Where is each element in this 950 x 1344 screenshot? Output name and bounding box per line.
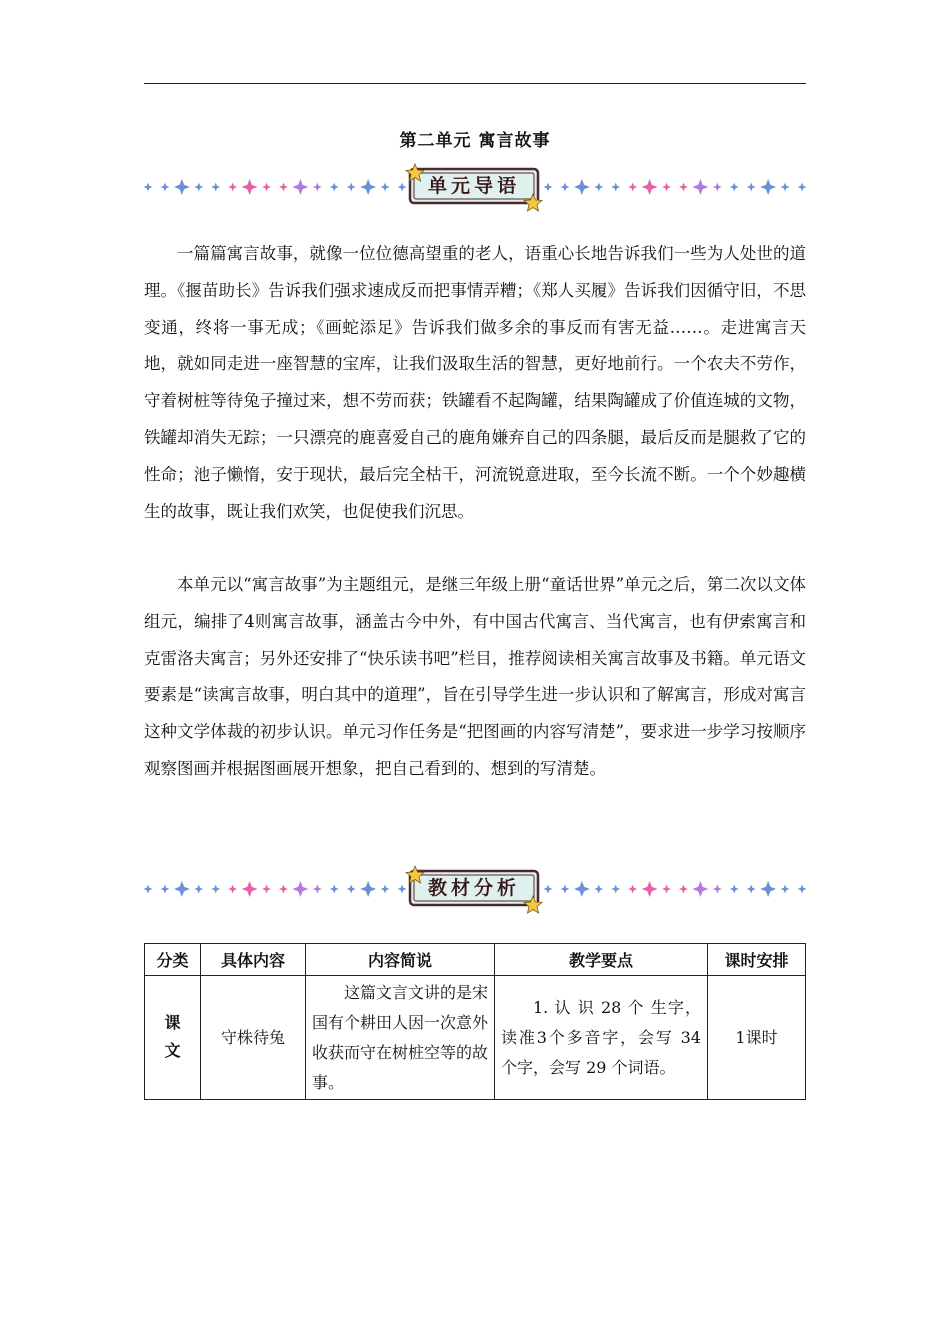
sparkle-icon: [330, 885, 339, 894]
sparkle-icon: [642, 881, 658, 897]
sparkle-icon: [781, 885, 790, 894]
sparkle-icon: [228, 183, 237, 192]
sparkle-icon: [611, 885, 620, 894]
sparkle-icon: [692, 179, 708, 195]
sparkle-icon: [560, 885, 569, 894]
header-key-points: 教学要点: [495, 944, 708, 976]
header-schedule: 课时安排: [708, 944, 806, 976]
sparkle-icon: [360, 179, 376, 195]
sparkle-icon: [398, 885, 407, 894]
sparkle-icon: [144, 885, 153, 894]
sparkle-icon: [279, 885, 288, 894]
row-schedule: 1课时: [708, 976, 806, 1100]
row-category-cell: [145, 976, 201, 1100]
sparkle-icon: [747, 885, 756, 894]
table-header-row: [145, 944, 806, 976]
sparkle-icon: [679, 885, 688, 894]
sparkle-icon: [594, 183, 603, 192]
sparkle-icon: [760, 881, 776, 897]
sparkle-icon: [330, 183, 339, 192]
sparkle-icon: [642, 179, 658, 195]
intro-paragraph-1: 一篇篇寓言故事，就像一位位德高望重的老人，语重心长地告诉我们一些为人处世的道理。《揠苗助长》告诉我们强求速成反而把事情弄糟；《郑人买履》告诉我们因循守旧，不思变通，终将一事无成；《画蛇添足》告诉我们做多余的事反而有害无益……。走进寓言天地，就如同走进一座智慧的宝库，让我们汲取生活的智慧，更好地前行。一个农夫不劳作，守着树桩等待兔子撞过来，想不劳而获；铁罐看不起陶罐，结果陶罐成了价值连城的文物，铁罐却消失无踪；一只漂亮的鹿喜爱自己的鹿角嫌弃自己的四条腿，最后反而是腿救了它的性命；池子懒惰，安于现状，最后完全枯干，河流锐意进取，至今长流不断。一个个妙趣横生的故事，既让我们欢笑，也促使我们沉思。: [144, 244, 806, 521]
sparkle-icon: [242, 881, 258, 897]
sparkle-icon: [760, 179, 776, 195]
sparkle-icon: [594, 885, 603, 894]
sparkle-icon: [262, 183, 271, 192]
sparkle-icon: [544, 885, 553, 894]
sparkle-icon: [544, 183, 553, 192]
table-row: [145, 976, 806, 1100]
sparkle-row-left: [144, 179, 407, 195]
row-summary: 这篇文言文讲的是宋国有个耕田人因一次意外收获而守在树桩空等的故事。: [306, 976, 495, 1100]
sparkle-icon: [798, 183, 807, 192]
sparkle-icon: [747, 183, 756, 192]
sparkle-icon: [194, 183, 203, 192]
sparkle-icon: [781, 183, 790, 192]
header-summary: 内容简说: [306, 944, 495, 976]
sparkle-icon: [381, 885, 390, 894]
textbook-analysis-table: [144, 943, 806, 1100]
sparkle-icon: [144, 183, 153, 192]
sparkle-icon: [713, 885, 722, 894]
sparkle-icon: [574, 881, 590, 897]
intro-paragraph-2: 本单元以“寓言故事”为主题组元，是继三年级上册“童话世界”单元之后，第二次以文体组元，编排了4则寓言故事，涵盖古今中外，有中国古代寓言、当代寓言，也有伊索寓言和克雷洛夫寓言；另外还安排了“快乐读书吧”栏目，推荐阅读相关寓言故事及书籍。单元语文要素是“读寓言故事，明白其中的道理”，旨在引导学生进一步认识和了解寓言，形成对寓言这种文学体裁的初步认识。单元习作任务是“把图画的内容写清楚”，要求进一步学习按顺序观察图画并根据图画展开想象，把自己看到的、想到的写清楚。: [144, 575, 806, 778]
sparkle-icon: [292, 179, 308, 195]
sparkle-icon: [730, 183, 739, 192]
unit-title: 第二单元 寓言故事: [399, 131, 551, 151]
sparkle-icon: [360, 881, 376, 897]
sparkle-icon: [262, 885, 271, 894]
sparkle-icon: [662, 885, 671, 894]
sparkle-icon: [174, 179, 190, 195]
sparkle-icon: [713, 183, 722, 192]
sparkle-icon: [662, 183, 671, 192]
sparkle-row-left: [144, 881, 407, 897]
sparkle-icon: [194, 885, 203, 894]
textbook-analysis-title: 教材分析: [427, 877, 520, 899]
sparkle-icon: [560, 183, 569, 192]
row-content: 守株待兔: [201, 976, 306, 1100]
sparkle-icon: [381, 183, 390, 192]
sparkle-row-right: [544, 881, 807, 897]
sparkle-icon: [279, 183, 288, 192]
sparkle-icon: [211, 183, 220, 192]
sparkle-icon: [211, 885, 220, 894]
sparkle-icon: [313, 885, 322, 894]
sparkle-row-right: [544, 179, 807, 195]
unit-intro-banner: [140, 162, 810, 212]
sparkle-icon: [160, 885, 169, 894]
sparkle-icon: [228, 885, 237, 894]
sparkle-icon: [574, 179, 590, 195]
sparkle-icon: [679, 183, 688, 192]
sparkle-icon: [730, 885, 739, 894]
sparkle-icon: [174, 881, 190, 897]
sparkle-icon: [611, 183, 620, 192]
sparkle-icon: [313, 183, 322, 192]
sparkle-icon: [242, 179, 258, 195]
header-category: 分类: [145, 944, 201, 976]
row-category: 课文: [164, 1013, 181, 1060]
sparkle-icon: [347, 183, 356, 192]
sparkle-icon: [292, 881, 308, 897]
textbook-analysis-banner: [140, 864, 810, 914]
sparkle-icon: [347, 885, 356, 894]
header-content: 具体内容: [201, 944, 306, 976]
sparkle-icon: [628, 183, 637, 192]
sparkle-icon: [628, 885, 637, 894]
row-key-points: 1. 认 识 28 个 生字，读准3个多音字，会写 34 个字，会写 29 个词语。: [495, 976, 708, 1100]
unit-intro-title: 单元导语: [427, 175, 520, 197]
sparkle-icon: [160, 183, 169, 192]
header-rule: [144, 83, 806, 84]
sparkle-icon: [692, 881, 708, 897]
sparkle-icon: [398, 183, 407, 192]
sparkle-icon: [798, 885, 807, 894]
